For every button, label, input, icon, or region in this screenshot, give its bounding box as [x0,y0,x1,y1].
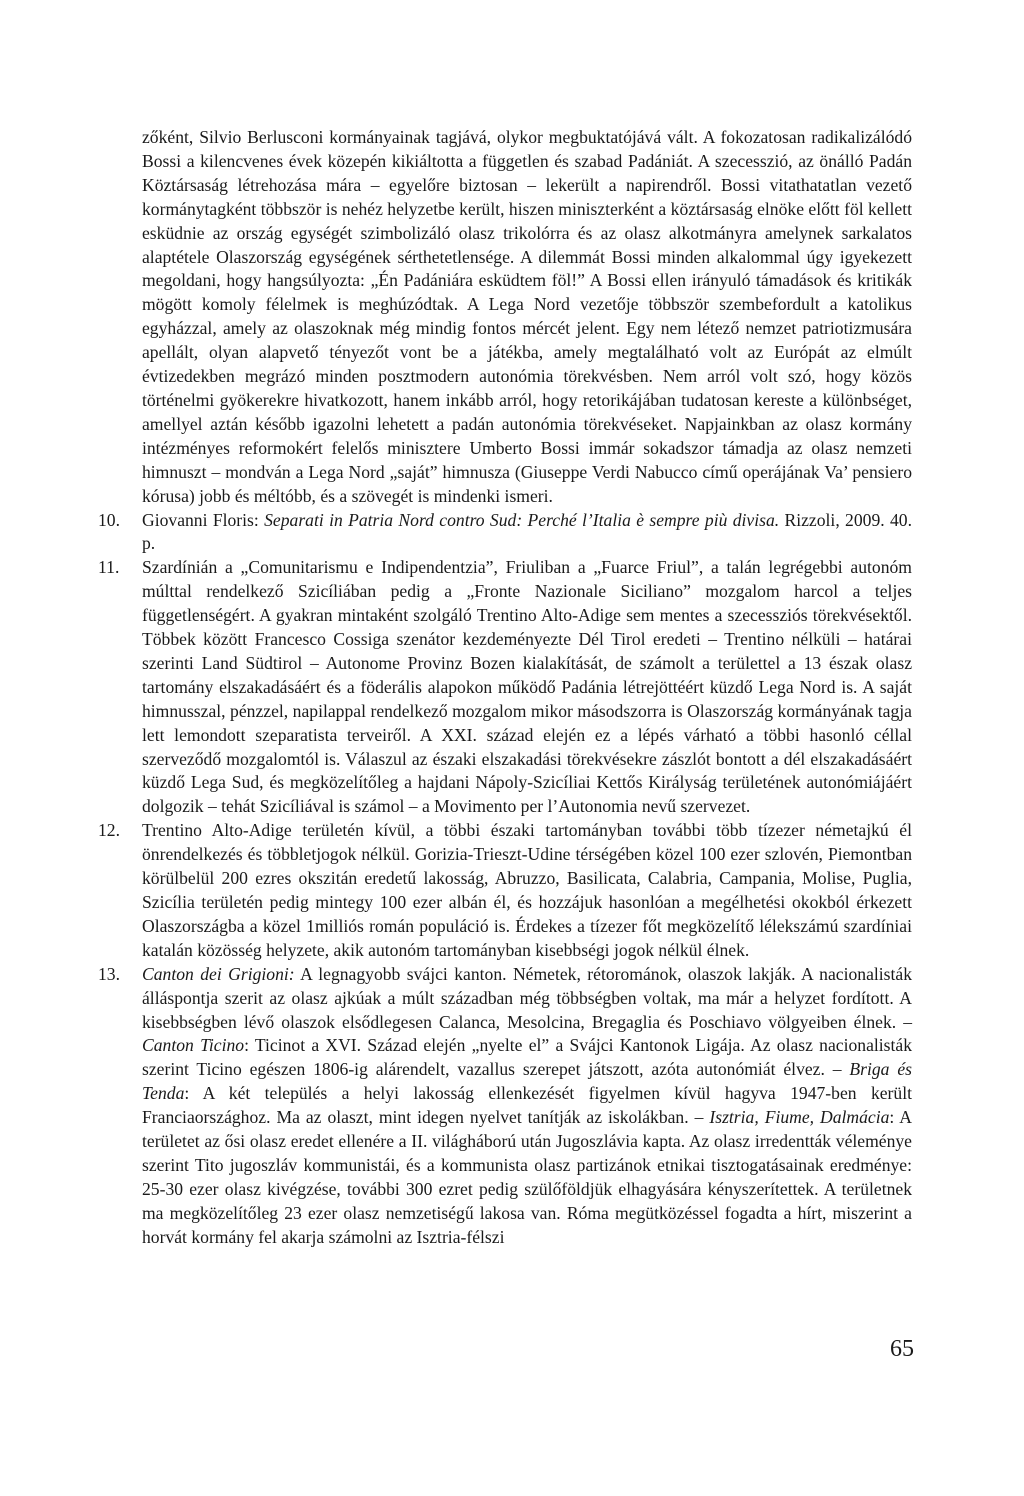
footnote-10 [98,509,912,557]
footnote-11 [98,556,912,819]
footnote-text: : A területet az ősi olasz eredet ellenére a II. világháború után Jugoszlávia kapta. Az olasz irredentták véleménye szerint Tito jugoszláv kommunistái, és a kommunista olasz partizánok etnikai tisztogatásainak eredménye: 25-30 ezer olasz kivégzése, további 300 ezret pedig szülőföldjük elhagyására kényszerítettek. A területnek ma megközelítőleg 23 ezer olasz nemzetiségű lakosa van. Róma megütközéssel fogadta a hírt, miszerint a horvát kormány fel akarja számolni az Isztria-félszi [142,1107,912,1247]
footnote-body [142,963,912,1250]
footnote-text: Trentino Alto-Adige területén kívül, a többi északi tartományban további több tízezer németajkú él önrendelkezés és többletjogok nélkül. Gorizia-Trieszt-Udine térségében közel 100 ezer szlovén, Piemontban körülbelül 200 ezres okszitán eredetű lakosság, Abruzzo, Basilicata, Calabria, Campania, Molise, Puglia, Szicília területén pedig mintegy 100 ezer albán él, és hozzájuk hasonlóan a megélhetési okokból érkezett Olaszországba a közel 1milliós román populáció is. Érdekes a tízezer főt megközelítő lélekszámú szardíniai katalán közösség helyzete, akik autonóm tartományban kisebbségi jogok nélkül élnek. [142,820,912,960]
place-heading: Isztria, Fiume, Dalmácia [709,1107,890,1128]
page-number: 65 [890,1336,914,1362]
footnote-body [142,819,912,962]
footnote-number: 13. [98,963,120,984]
footnote-text: : A két település a helyi lakosság ellenkezését figyelmen kívül hagyva 1947-ben került Franciaországhoz. Ma az olaszt, mint idegen nyelvet tanítják az iskolákban. – [142,1083,912,1128]
footnote-body [142,509,912,557]
footnote-number: 11. [98,557,120,578]
footnote-text: Szardínián a „Comunitarismu e Indipendentzia”, Friuliban a „Fuarce Friul”, a talán legrégebbi autonóm múlttal rendelkező Szicíliában pedig a „Fronte Nazionale Siciliano” mozgalom harcol a teljes függetlenségért. A gyakran mintaként szolgáló Trentino Alto-Adige sem mentes a szecessziós törekvésektől. Többek között Francesco Cossiga szenátor kezdeményezte Dél Tirol eredeti – Trentino nélküli – határai szerinti Land Südtirol – Autonome Provinz Bozen kialakítását, de számolt a területtel a 13 észak olasz tartomány elszakadásáért és a föderális alapokon működő Padánia létrejöttéért küzdő Lega Nord is. A saját himnusszal, pénzzel, napilappal rendelkező mozgalom mikor másodszorra is Olaszország kormányának tagja lett lemondott szeparatista terveiről. A XXI. század elején ez a lépés várható a többi hasonló céllal szerveződő mozgalomtól is. Válaszul az északi elszakadási törekvésekre zászlót bontott a dél elszakadásáért küzdő Lega Sud, és megközelítőleg a hajdani Nápoly-Szicíliai Kettős Királyság területének autonómiájáért dolgozik – tehát Szicíliával is számol – a Movimento per l’Autonomia nevű szervezet. [142,557,912,817]
footnote-13 [98,963,912,1250]
footnote-body [142,556,912,819]
footnote-9-continuation: zőként, Silvio Berlusconi kormányainak tagjává, olykor megbuktatójává vált. A fokozatosan radikalizálódó Bossi a kilencvenes évek közepén kikiáltotta a független és szabad Padániát. A szecesszió, az önálló Padán Köztársaság létrehozása mára – egyelőre biztosan – lekerült a napirendről. Bossi vitathatatlan vezető kormánytagként többször is nehéz helyzetbe került, hiszen miniszterként a köztársaság elnöke előtt föl kellett esküdnie az ország egységét szimbolizáló olasz trikolórra és az olasz alkotmányra amelynek sarkalatos alaptétele Olaszország egységének sérthetetlensége. A dilemmát Bossi minden alkalommal úgy igyekezett megoldani, hogy hangsúlyozta: „Én Padániára esküdtem föl!” A Bossi ellen irányuló támadások és kritikák mögött komoly félelmek is meghúzódtak. A Lega Nord vezetője többször szembefordult a katolikus egyházzal, amely az olaszoknak még mindig fontos mércét jelent. Egy nem létező nemzet patriotizmusára apellált, olyan alapvető tényezőt vont be a játékba, amely megtalálható volt az Európát az elmúlt évtizedekben megrázó minden posztmodern autonómia törekvésben. Nem arról volt szó, hogy közös történelmi gyökerekre hivatkozott, hanem inkább arról, hogy retorikájában tudatosan kereste a különbséget, amellyel aztán később igazolni lehetett a padán autonómia törekvéseket. Napjainkban az olasz kormány intézményes reformokért felelős minisztere Umberto Bossi immár sokadszor támadja az olasz nemzeti himnuszt – mondván a Lega Nord „saját” himnusza (Giuseppe Verdi Nabucco című operájának Va’ pensiero kórusa) jobb és méltóbb, és a szövegét is mindenki ismeri. [142,127,912,506]
place-heading: Briga és Tenda [142,1059,912,1104]
footnote-text: : Ticinot a XVI. Század elején „nyelte el” a Svájci Kantonok Ligája. Az olasz nacionalisták szerint Ticino egészen 1806-ig alárendelt, vazallus szerepet játszott, azóta autonómiát élvez. – [142,1035,913,1080]
place-heading: Canton Ticino [142,1035,245,1056]
footnote-number: 10. [98,509,120,530]
footnote-text: A legnagyobb svájci kanton. Németek, rétorománok, olaszok lakják. A nacionalisták álláspontja szerit az olasz ajkúak a múlt században még többségben voltak, ma már a helyzet fordított. A kisebbségben lévő olaszok elsődlegesen Calanca, Mesolcina, Bregaglia és Poschiavo völgyeiben élnek. – [142,963,913,1032]
place-heading: Canton dei Grigioni: [142,963,295,984]
footnote-number: 12. [98,820,120,841]
footnote-12 [98,819,912,962]
footnotes-block [98,126,912,1250]
citation-author: Giovanni Floris: [142,509,265,530]
citation-publisher: Rizzoli, 2009. 40. p. [142,509,912,554]
citation-title: Separati in Patria Nord contro Sud: Perché l’Italia è sempre più divisa. [264,509,780,530]
